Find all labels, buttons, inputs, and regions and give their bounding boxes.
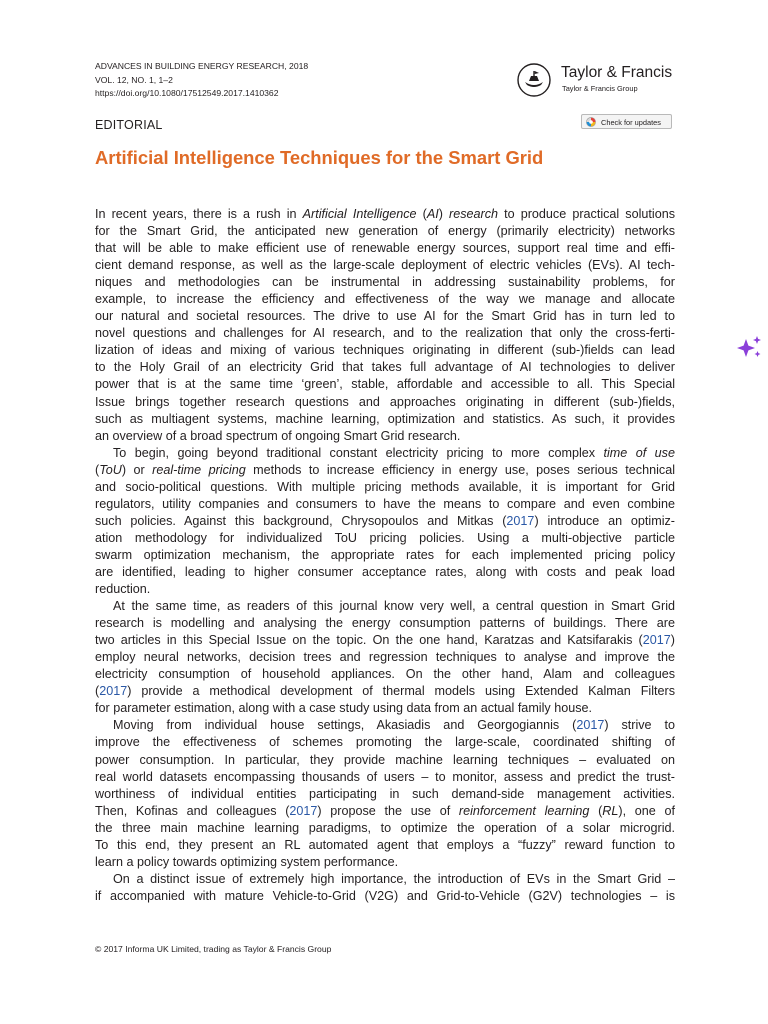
text-run: ) introduce an optimiz- — [534, 513, 675, 528]
italic-term: real-time pricing — [152, 462, 246, 477]
text-line — [95, 871, 675, 888]
text-line — [95, 786, 675, 803]
text-run: such policies. Against this background, Chrysopoulos and Mitkas ( — [95, 513, 507, 528]
text-run: ) propose the use of — [317, 803, 459, 818]
paragraph-2 — [95, 445, 675, 598]
text-line — [95, 257, 675, 274]
paragraph-1 — [95, 206, 675, 445]
text-run: swarm optimization mechanism, the appropriate rates for each implemented pricing policy — [95, 547, 675, 562]
publisher-group: Taylor & Francis Group — [562, 84, 638, 93]
text-line — [95, 325, 675, 342]
text-run: ) provide a methodical development of thermal models using Extended Kalman Filters — [127, 684, 675, 699]
text-line — [95, 530, 675, 547]
text-run: are identified, leading to higher consumer acceptance rates, along with costs and peak load — [95, 564, 675, 579]
text-line — [95, 615, 675, 632]
text-line — [95, 342, 675, 359]
text-line — [95, 632, 675, 649]
text-run: electricity consumption of household appliances. On the other hand, Alam and colleagues — [95, 667, 675, 682]
italic-term: AI — [426, 207, 439, 221]
paragraph-3 — [95, 598, 675, 717]
italic-term: reinforcement learning — [458, 803, 590, 818]
publisher-logo-icon — [516, 62, 552, 98]
italic-term: ToU — [99, 462, 122, 477]
text-line — [95, 803, 675, 820]
text-line — [95, 394, 675, 411]
paragraph-4 — [95, 717, 675, 870]
text-line — [95, 462, 675, 479]
text-run: such as multiagent systems, machine learning, optimization and statistics. As such, it provides — [95, 411, 675, 426]
text-run: To this end, they present an RL automated agent that employs a “fuzzy” reward function to — [95, 837, 675, 852]
text-line — [95, 223, 675, 240]
italic-term: time of use — [603, 445, 675, 460]
journal-volume: VOL. 12, NO. 1, 1–2 — [95, 74, 173, 85]
text-line — [95, 308, 675, 325]
text-line — [95, 428, 675, 445]
text-line — [95, 700, 675, 717]
text-run: to the Holy Grail of an electricity Grid that takes full advantage of AI technologies to deliver — [95, 360, 675, 375]
citation-link[interactable]: 2017 — [289, 803, 318, 818]
ai-sparkle-icon[interactable] — [733, 330, 768, 364]
journal-info — [95, 60, 308, 101]
paragraph-5 — [95, 871, 675, 905]
text-line — [95, 769, 675, 786]
text-run: ( — [416, 207, 427, 221]
citation-link[interactable]: 2017 — [99, 684, 128, 699]
text-run: the three main machine learning paradigms, to optimize the operation of a solar microgrid. — [95, 820, 675, 835]
text-run: To begin, going beyond traditional constant electricity pricing to more complex — [113, 445, 604, 460]
text-run: ) — [670, 633, 675, 648]
text-run: learn a policy towards optimizing system performance. — [95, 854, 399, 869]
text-run: ( — [95, 462, 100, 477]
citation-link[interactable]: 2017 — [576, 718, 605, 733]
journal-name: ADVANCES IN BUILDING ENERGY RESEARCH, 2018 — [95, 61, 309, 71]
text-run: At the same time, as readers of this journal know very well, a central question in Smart Grid — [113, 599, 675, 614]
publisher-name: Taylor & Francis — [561, 64, 673, 81]
text-line — [95, 411, 675, 428]
check-for-updates-button[interactable] — [581, 114, 672, 129]
section-label: EDITORIAL — [95, 118, 163, 132]
text-line — [95, 513, 675, 530]
text-run: regulators, utility companies and consumers to have the means to compare and even combine — [95, 496, 675, 511]
text-run: improve the effectiveness of schemes promoting the large-scale, coordinated shifting of — [95, 735, 675, 750]
text-run: Then, Kofinas and colleagues ( — [95, 803, 290, 818]
text-run: power consumption. In particular, they provide machine learning techniques – evaluated on — [95, 752, 675, 767]
article-title: Artificial Intelligence Techniques for the Smart Grid — [95, 147, 544, 168]
italic-term: research — [449, 207, 499, 221]
text-run: ation methodology for individualized ToU pricing policies. Using a multi-objective particle — [95, 530, 675, 545]
text-run: niques and methodologies can be instrumental in addressing sustainability problems, for — [95, 275, 675, 290]
text-line — [95, 496, 675, 513]
text-line — [95, 717, 675, 734]
text-run: On a distinct issue of extremely high importance, the introduction of EVs in the Smart Grid – — [113, 871, 675, 886]
text-line — [95, 820, 675, 837]
text-run: to produce practical solutions — [498, 207, 676, 221]
text-line — [95, 854, 675, 871]
check-for-updates-label: Check for updates — [601, 118, 661, 127]
text-run: lization of ideas and mixing of various techniques originating in different (sub-)fields can lead — [95, 343, 675, 358]
text-run: for the Smart Grid, the anticipated new generation of energy (primarily electricity) networks — [95, 224, 675, 239]
text-run: methods to increase efficiency in energy use, poses serious technical — [245, 462, 675, 477]
text-line — [95, 581, 675, 598]
italic-term: Artificial Intelligence — [302, 207, 417, 221]
text-run: novel questions and challenges for AI research, and to the realization that only the cross-ferti- — [95, 326, 675, 341]
text-run: ( — [95, 684, 100, 699]
text-line — [95, 479, 675, 496]
text-line — [95, 274, 675, 291]
text-run: ( — [589, 803, 603, 818]
text-line — [95, 752, 675, 769]
text-run: ) or — [121, 462, 153, 477]
text-run: that will be able to make efficient use of renewable energy sources, support real time and effi- — [95, 241, 675, 256]
text-run: Issue brings together research questions and approaches originating in different (sub-)fields, — [95, 394, 675, 409]
text-line — [95, 445, 675, 462]
text-line — [95, 734, 675, 751]
text-line — [95, 598, 675, 615]
text-line — [95, 291, 675, 308]
text-line — [95, 666, 675, 683]
text-run: two articles in this Special Issue on the topic. On the one hand, Karatzas and Katsifarakis ( — [95, 633, 643, 648]
text-line — [95, 376, 675, 393]
text-run: ) — [438, 207, 450, 221]
text-run: if accompanied with mature Vehicle-to-Grid (V2G) and Grid-to-Vehicle (G2V) technologies – is — [95, 888, 675, 903]
text-run: ), one of — [618, 803, 675, 818]
text-run: example, to increase the efficiency and effectiveness of the way we manage and allocate — [95, 292, 675, 307]
text-line — [95, 240, 675, 257]
text-run: real world datasets encompassing thousands of users – to monitor, assess and predict the trust- — [95, 769, 675, 784]
text-run: and socio-political questions. With multiple pricing methods available, it is important for Grid — [95, 479, 675, 494]
text-line — [95, 888, 675, 905]
text-run: our natural and societal resources. The drive to use AI for the Smart Grid has in turn led to — [95, 309, 675, 324]
text-line — [95, 359, 675, 376]
text-run: cient demand response, as well as the large-scale deployment of electric vehicles (EVs). AI tech- — [95, 258, 675, 273]
copyright-footer: © 2017 Informa UK Limited, trading as Taylor & Francis Group — [95, 944, 332, 954]
journal-doi-link[interactable]: https://doi.org/10.1080/17512549.2017.1410362 — [95, 88, 279, 98]
text-run: employ neural networks, decision trees and regression techniques to analyse and improve the — [95, 650, 675, 665]
text-run: worthiness of individual entities participating in such demand-side management activities. — [95, 786, 675, 801]
article-body — [95, 206, 675, 905]
text-run: for parameter estimation, along with a case study using data from an actual family house. — [95, 701, 593, 716]
text-run: research is modelling and analysing the energy consumption patterns of buildings. There are — [95, 616, 675, 631]
text-run: ) strive to — [604, 718, 675, 733]
citation-link[interactable]: 2017 — [642, 633, 671, 648]
text-run: reduction. — [95, 582, 151, 597]
text-run: In recent years, there is a rush in — [95, 207, 303, 221]
text-line — [95, 683, 675, 700]
text-line — [95, 837, 675, 854]
text-run: Moving from individual house settings, Akasiadis and Georgogiannis ( — [113, 718, 577, 733]
crossmark-icon — [586, 117, 596, 127]
text-line — [95, 547, 675, 564]
text-line — [95, 564, 675, 581]
text-line — [95, 649, 675, 666]
publisher-branding — [516, 60, 686, 100]
text-line — [95, 206, 675, 223]
italic-term: RL — [602, 803, 619, 818]
citation-link[interactable]: 2017 — [506, 513, 535, 528]
text-run: an overview of a broad spectrum of ongoing Smart Grid research. — [95, 428, 461, 443]
text-run: power that is at the same time ‘green’, stable, affordable and accessible to all. This Special — [95, 377, 675, 392]
